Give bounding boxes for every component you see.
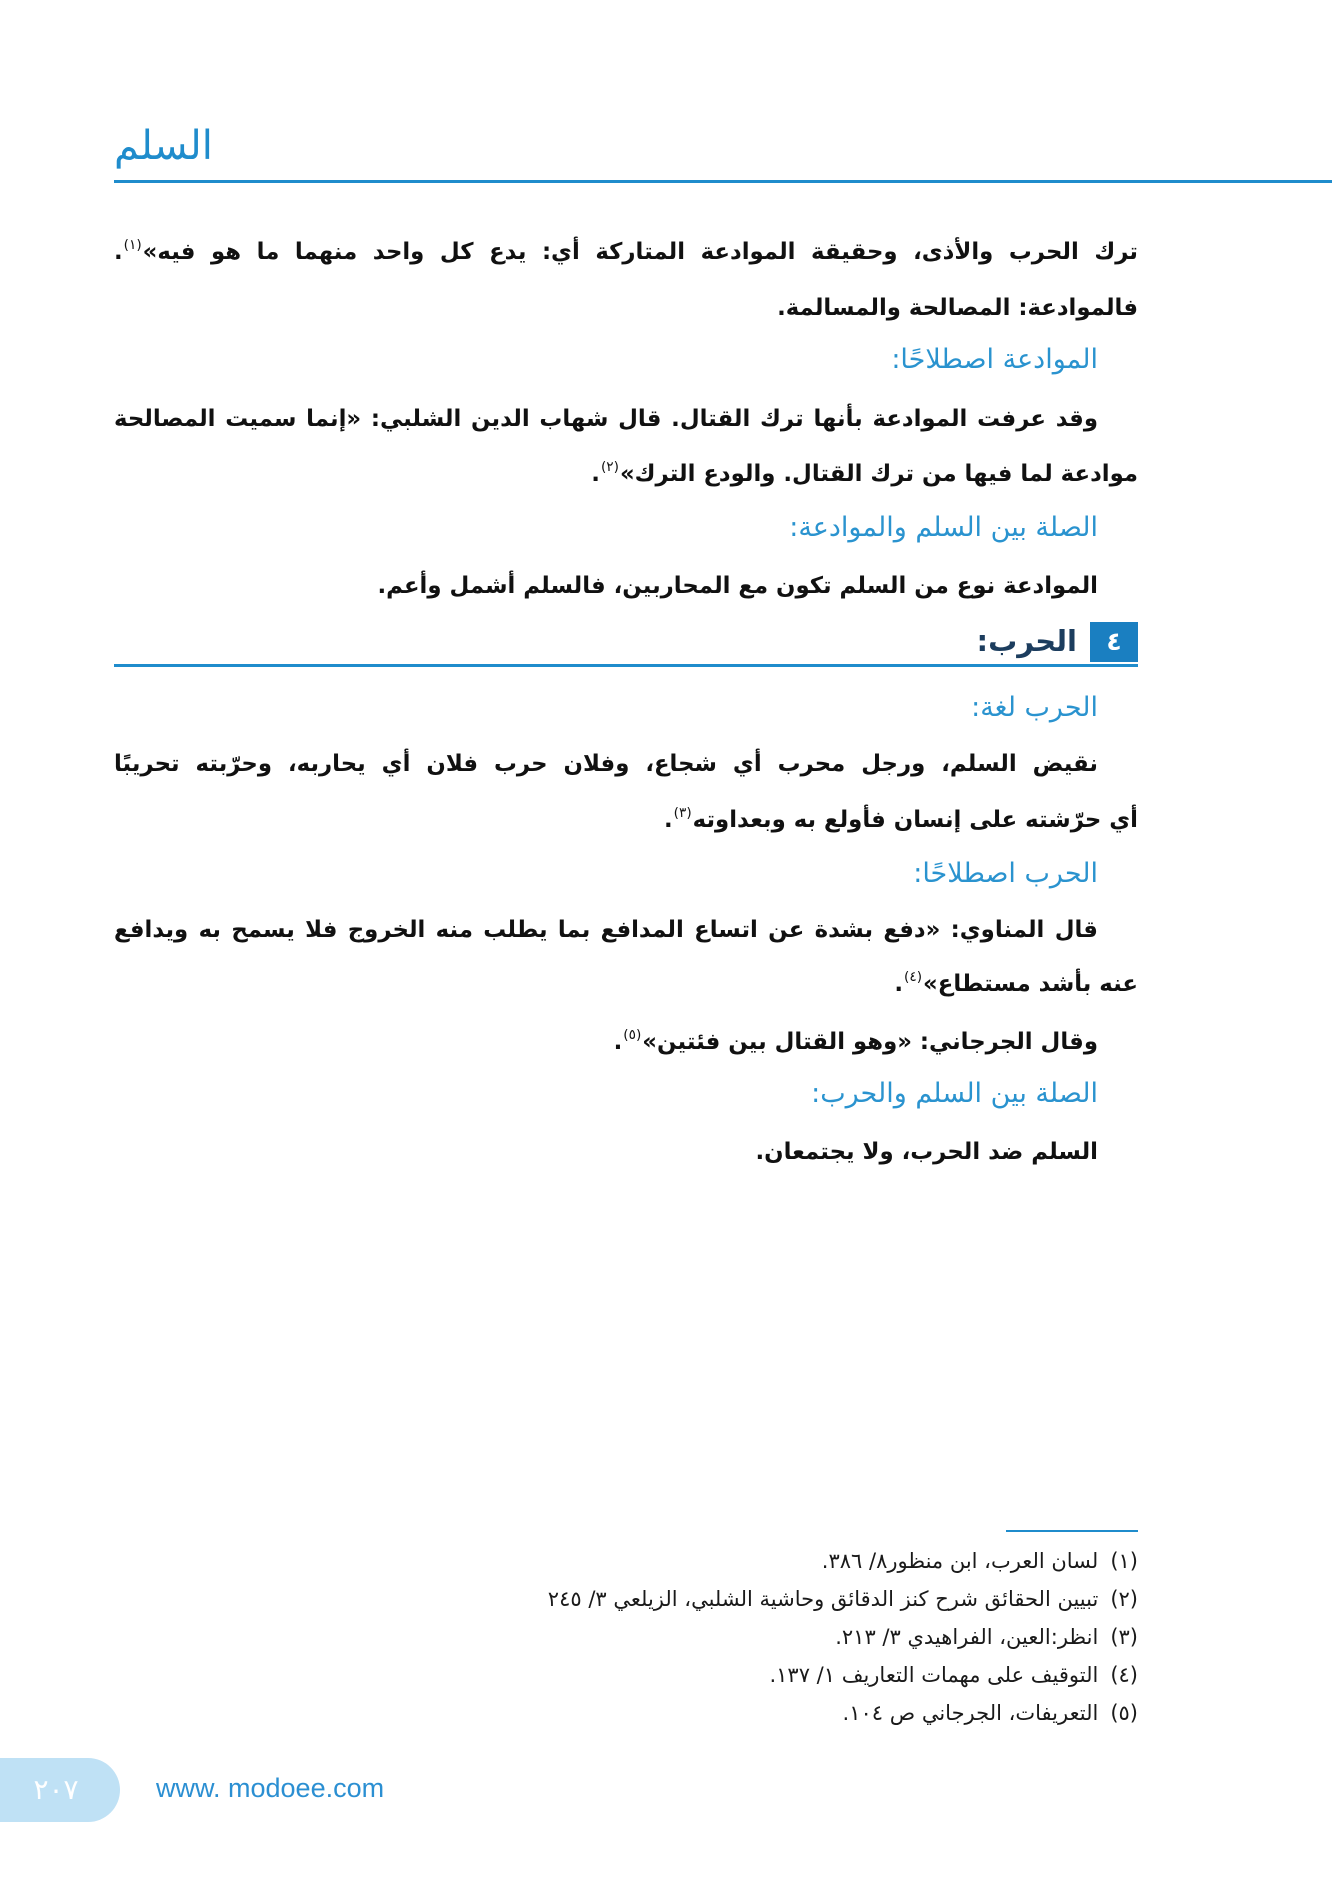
footnote-4 bbox=[114, 1657, 1138, 1693]
footnote-text: انظر:العين، الفراهيدي ٣/ ٢١٣. bbox=[835, 1625, 1099, 1649]
footnotes-divider bbox=[1006, 1530, 1138, 1532]
footnote-5 bbox=[114, 1695, 1138, 1731]
line-end-punctuation: . bbox=[894, 971, 904, 997]
body-line-10 bbox=[114, 1016, 1098, 1068]
footnote-ref-3: (٣) bbox=[673, 804, 692, 821]
line-end-punctuation: . bbox=[591, 461, 600, 487]
footnote-text: لسان العرب، ابن منظور٨/ ٣٨٦. bbox=[821, 1549, 1099, 1573]
footnote-number: (٢) bbox=[1110, 1587, 1138, 1611]
footnote-ref-5: (٥) bbox=[623, 1026, 642, 1043]
page-number-tab bbox=[0, 1758, 120, 1822]
body-line-text: أي حرّشته على إنسان فأولع به وبعداوته bbox=[692, 807, 1138, 833]
footnote-number: (٣) bbox=[1110, 1625, 1138, 1649]
subheading-war-term: الحرب اصطلاحًا: bbox=[913, 858, 1098, 889]
body-line-text: ترك الحرب والأذى، وحقيقة الموادعة المتاركة أي: يدع كل واحد منهما ما هو فيه» bbox=[142, 239, 1138, 265]
footnote-3 bbox=[114, 1619, 1138, 1655]
footnote-ref-4: (٤) bbox=[904, 968, 923, 985]
line-end-punctuation: . bbox=[663, 807, 673, 833]
page-number: ٢٠٧ bbox=[33, 1773, 79, 1806]
website-url: www. modoee.com bbox=[156, 1773, 385, 1803]
footnote-number: (٥) bbox=[1110, 1701, 1138, 1725]
subheading-truce-term: الموادعة اصطلاحًا: bbox=[891, 344, 1098, 375]
footnote-2 bbox=[114, 1581, 1138, 1617]
footnote-1 bbox=[114, 1543, 1138, 1579]
body-line-4 bbox=[114, 448, 1138, 500]
footnote-text: التوقيف على مهمات التعاريف ١/ ١٣٧. bbox=[769, 1663, 1099, 1687]
header-divider bbox=[114, 180, 1332, 183]
body-line-11: السلم ضد الحرب، ولا يجتمعان. bbox=[755, 1139, 1098, 1165]
body-line-1 bbox=[114, 226, 1138, 278]
body-line-text: وقال الجرجاني: «وهو القتال بين فئتين» bbox=[642, 1029, 1098, 1055]
section-divider bbox=[114, 664, 1138, 667]
footnote-number: (١) bbox=[1110, 1549, 1138, 1573]
line-end-punctuation: . bbox=[114, 239, 123, 265]
body-line-text: عنه بأشد مستطاع» bbox=[923, 971, 1138, 997]
footnote-text: التعريفات، الجرجاني ص ١٠٤. bbox=[842, 1701, 1099, 1725]
body-line-8: قال المناوي: «دفع بشدة عن اتساع المدافع بما يطلب منه الخروج فلا يسمح به ويدافع bbox=[114, 917, 1098, 943]
body-line-5: الموادعة نوع من السلم تكون مع المحاربين، فالسلم أشمل وأعم. bbox=[377, 573, 1098, 599]
footnote-ref-2: (٢) bbox=[600, 458, 619, 475]
section-number-badge: ٤ bbox=[1090, 622, 1138, 662]
subheading-peace-truce-relation: الصلة بين السلم والموادعة: bbox=[789, 512, 1098, 543]
subheading-peace-war-relation: الصلة بين السلم والحرب: bbox=[811, 1078, 1098, 1109]
footnote-number: (٤) bbox=[1110, 1663, 1138, 1687]
footnote-ref-1: (١) bbox=[123, 236, 142, 253]
body-line-6: نقيض السلم، ورجل محرب أي شجاع، وفلان حرب فلان أي يحاربه، وحرّبته تحريبًا bbox=[114, 751, 1098, 777]
body-line-2: فالموادعة: المصالحة والمسالمة. bbox=[777, 295, 1138, 321]
body-line-7 bbox=[114, 794, 1138, 846]
footnote-text: تبيين الحقائق شرح كنز الدقائق وحاشية الشلبي، الزيلعي ٣/ ٢٤٥ bbox=[547, 1587, 1099, 1611]
line-end-punctuation: . bbox=[613, 1029, 623, 1055]
body-line-text: موادعة لما فيها من ترك القتال. والودع الترك» bbox=[619, 461, 1138, 487]
running-header-title: السلم bbox=[114, 123, 213, 169]
subheading-war-linguistic: الحرب لغة: bbox=[971, 692, 1098, 723]
body-line-3: وقد عرفت الموادعة بأنها ترك القتال. قال شهاب الدين الشلبي: «إنما سميت المصالحة bbox=[114, 406, 1098, 432]
body-line-9 bbox=[114, 958, 1138, 1010]
section-title: الحرب: bbox=[976, 624, 1077, 658]
